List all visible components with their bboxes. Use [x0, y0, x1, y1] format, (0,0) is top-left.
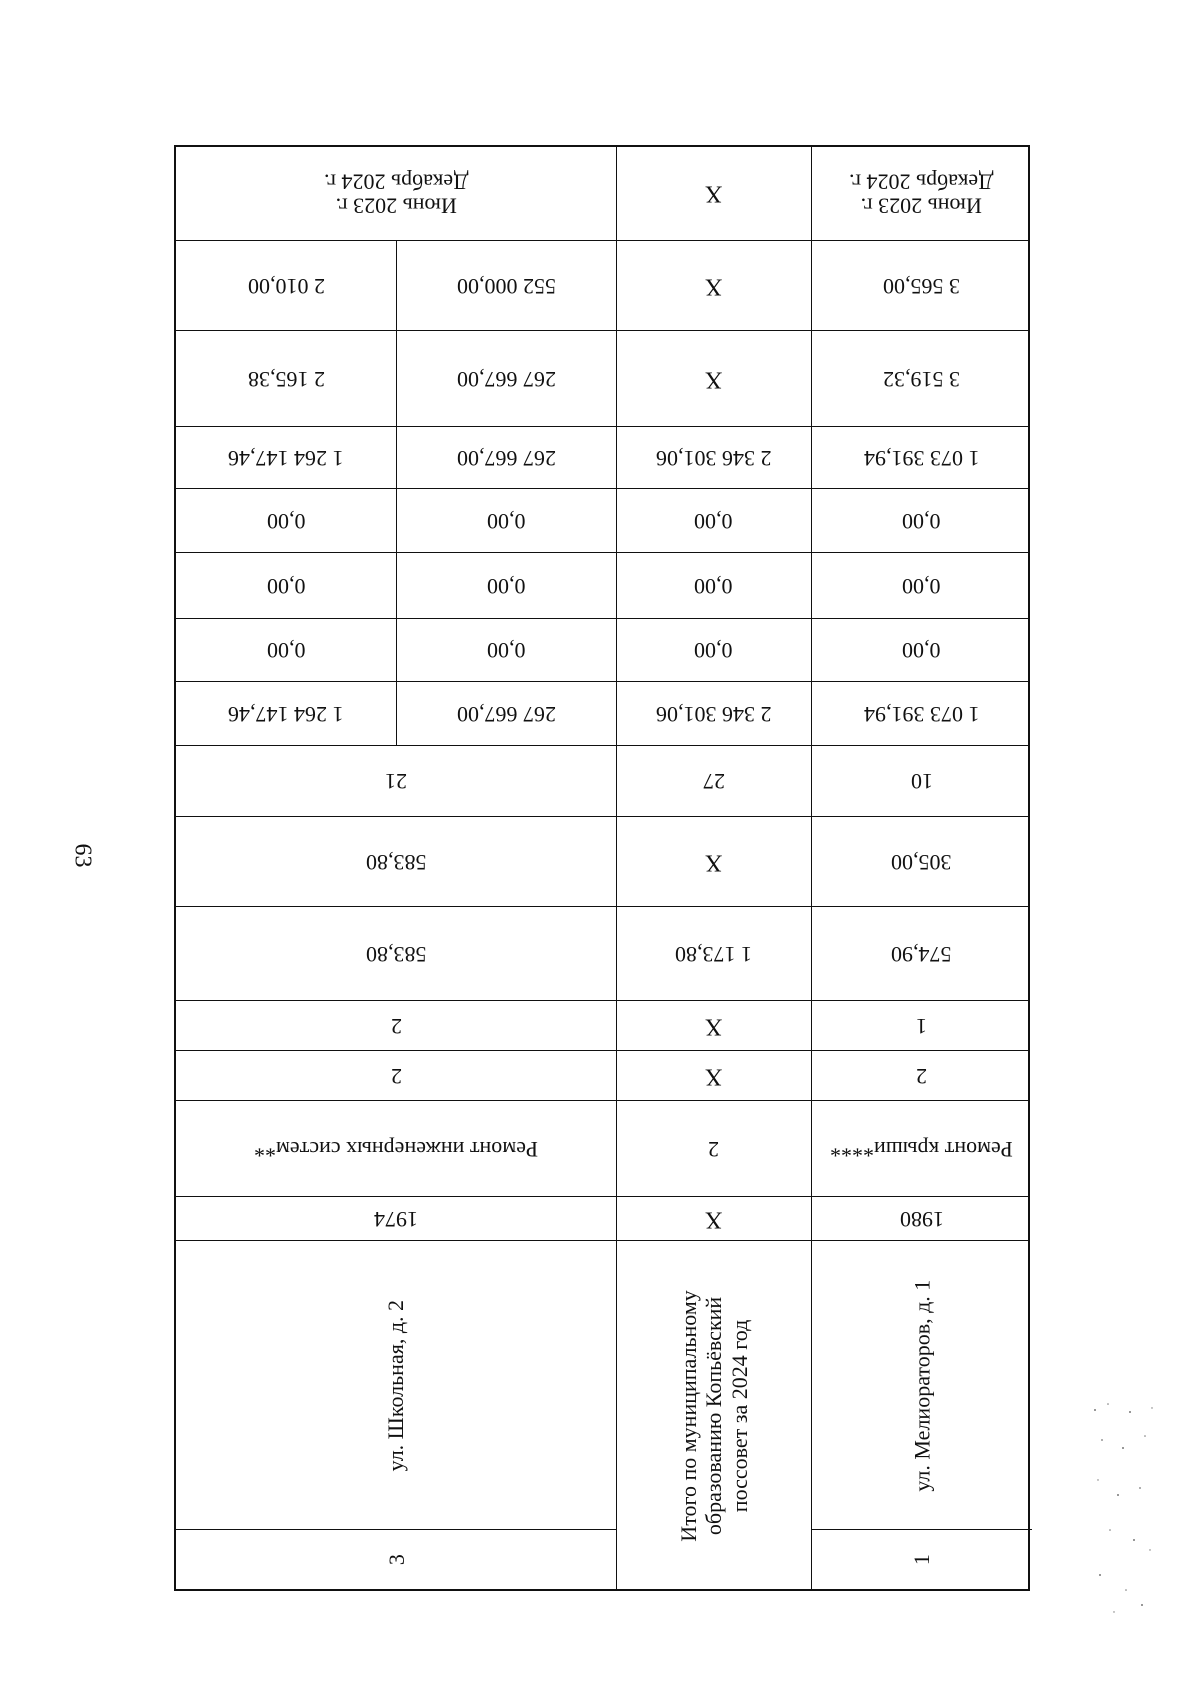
- unit-cost-total: X: [704, 366, 723, 393]
- capital-repair-table: [174, 145, 1030, 1591]
- work-melio: Ремонт крыши****: [830, 1137, 1013, 1163]
- row-period: [176, 147, 1028, 240]
- row-funds: [176, 681, 1028, 746]
- area-living-school: 583,80: [365, 850, 427, 876]
- row-zero-1: [176, 488, 1028, 553]
- funds-school-a: 1 264 147,46: [228, 702, 344, 728]
- row-total-cost: [176, 426, 1028, 489]
- row-area-total: [176, 906, 1028, 1001]
- area-total-total: 1 173,80: [675, 942, 752, 968]
- school-row-number: 3: [383, 1554, 409, 1566]
- row-entrances: [176, 1000, 1028, 1051]
- row-area-living: [176, 816, 1028, 907]
- zero1-school-b: 0,00: [486, 509, 526, 535]
- row-work-type: [176, 1100, 1028, 1197]
- zero3-school-b: 0,00: [486, 638, 526, 664]
- total-address-line-1: Итого по муниципальному: [675, 1289, 701, 1542]
- total-cost-school-b: 267 667,00: [456, 446, 556, 472]
- zero2-melio: 0,00: [902, 574, 941, 600]
- area-total-melio: 574,90: [891, 942, 952, 968]
- floors-total: X: [704, 1063, 723, 1090]
- residents-melio: 10: [910, 769, 933, 795]
- row-floors: [176, 1050, 1028, 1101]
- cost-limit-melio: 3 565,00: [883, 274, 960, 300]
- area-total-school: 583,80: [365, 942, 427, 968]
- cost-limit-school-b: 552 000,00: [456, 274, 556, 300]
- cell-total-period: [616, 147, 811, 240]
- total-address-line-2: образованию Копьёвский: [700, 1296, 726, 1535]
- work-total: 2: [708, 1137, 719, 1163]
- school-period-start: Июнь 2023 г.: [335, 193, 457, 219]
- work-school: Ремонт инженерных систем**: [254, 1137, 538, 1163]
- zero3-melio: 0,00: [902, 638, 941, 664]
- row-unit-cost: [176, 330, 1028, 427]
- total-cost-melio: 1 073 391,94: [863, 446, 980, 472]
- zero1-melio: 0,00: [902, 509, 941, 535]
- zero2-school-b: 0,00: [486, 574, 526, 600]
- zero2-total: 0,00: [694, 574, 733, 600]
- cost-limit-school-a: 2 010,00: [247, 274, 325, 300]
- cost-limit-total: X: [704, 273, 723, 300]
- school-period-end: Декабрь 2024 г.: [323, 169, 469, 195]
- row-residents: [176, 745, 1028, 817]
- zero2-school-a: 0,00: [266, 574, 306, 600]
- total-cost-school-a: 1 264 147,46: [228, 446, 344, 472]
- cell-total-address: [616, 1241, 811, 1590]
- entrances-melio: 1: [916, 1014, 927, 1040]
- row-zero-3: [176, 618, 1028, 682]
- floors-school: 2: [390, 1064, 402, 1090]
- area-living-total: X: [704, 849, 723, 876]
- year-melio: 1980: [899, 1207, 944, 1233]
- unit-cost-school-b: 267 667,00: [456, 367, 556, 393]
- residents-school: 21: [385, 769, 407, 795]
- entrances-total: X: [704, 1013, 723, 1040]
- total-period-x: X: [704, 180, 723, 207]
- zero3-school-a: 0,00: [266, 638, 306, 664]
- funds-melio: 1 073 391,94: [863, 702, 980, 728]
- area-living-melio: 305,00: [891, 850, 952, 876]
- residents-total: 27: [702, 769, 725, 795]
- unit-cost-school-a: 2 165,38: [247, 367, 325, 393]
- unit-cost-melio: 3 519,32: [883, 367, 960, 393]
- year-school: 1974: [374, 1207, 418, 1233]
- funds-school-b: 267 667,00: [456, 702, 556, 728]
- cell-melio-period: [811, 147, 1032, 240]
- cell-school-address: [176, 1241, 616, 1590]
- entrances-school: 2: [390, 1014, 402, 1040]
- funds-total: 2 346 301,06: [655, 702, 772, 728]
- row-cost-limit: [176, 240, 1028, 331]
- melio-period-start: Июнь 2023 г.: [860, 193, 983, 219]
- total-address-line-3: поссовет за 2024 год: [726, 1319, 752, 1512]
- cell-school-period: [176, 147, 616, 240]
- row-year: [176, 1196, 1028, 1241]
- row-address: [176, 1240, 1028, 1590]
- row-zero-2: [176, 552, 1028, 619]
- melio-address: ул. Мелиораторов, д. 1: [908, 1279, 934, 1492]
- zero1-total: 0,00: [694, 509, 733, 535]
- scan-noise-decoration: [1090, 1400, 1160, 1620]
- school-address: ул. Школьная, д. 2: [383, 1299, 409, 1472]
- zero3-total: 0,00: [694, 638, 733, 664]
- melio-period-end: Декабрь 2024 г.: [849, 169, 994, 195]
- total-cost-total: 2 346 301,06: [655, 446, 772, 472]
- year-total: X: [704, 1206, 723, 1233]
- cell-melio-address: [811, 1241, 1032, 1590]
- floors-melio: 2: [916, 1064, 927, 1090]
- melio-row-number: 1: [908, 1554, 934, 1566]
- page-number: 63: [69, 843, 96, 868]
- zero1-school-a: 0,00: [266, 509, 306, 535]
